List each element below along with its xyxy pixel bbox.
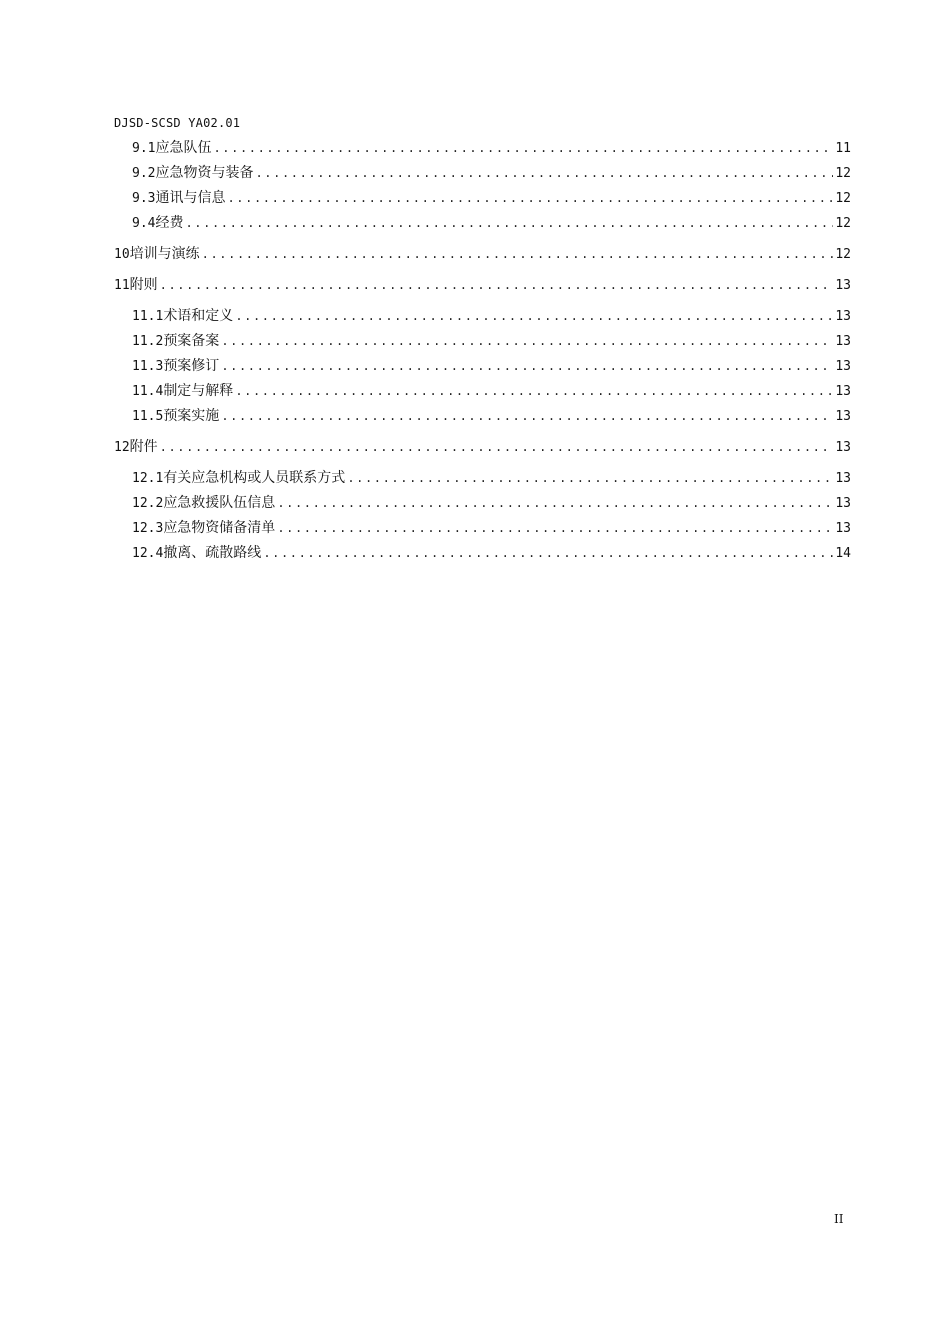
toc-entry-number: 12.1 [132, 471, 164, 486]
toc-entry-title: 应急救援队伍信息 [163, 495, 276, 511]
toc-entry-title: 有关应急机构或人员联系方式 [163, 470, 346, 486]
toc-entry[interactable] [114, 437, 851, 457]
toc-entry-page: 13 [835, 334, 851, 349]
toc-entry-number: 9.2 [132, 166, 156, 181]
toc-entry-number: 12.2 [132, 496, 164, 511]
toc-entry-number: 9.1 [132, 141, 156, 156]
toc-dot-leader [347, 468, 833, 488]
toc-dot-leader [160, 275, 833, 295]
toc-entry[interactable] [114, 275, 851, 295]
toc-entry-title: 预案修订 [163, 358, 220, 374]
toc-entry[interactable] [114, 381, 851, 401]
toc-entry-page: 13 [835, 409, 851, 424]
toc-entry[interactable] [114, 213, 851, 233]
toc-entry-number: 9.3 [132, 191, 156, 206]
toc-dot-leader [185, 213, 833, 233]
toc-entry-page: 12 [835, 216, 851, 231]
toc-entry-number: 12.3 [132, 521, 164, 536]
toc-entry-title: 应急物资与装备 [155, 165, 254, 181]
toc-dot-leader [277, 518, 833, 538]
toc-dot-leader [255, 163, 833, 183]
toc-entry[interactable] [114, 188, 851, 208]
toc-entry[interactable] [114, 518, 851, 538]
toc-entry[interactable] [114, 493, 851, 513]
toc-entry[interactable] [114, 468, 851, 488]
toc-entry-page: 13 [835, 440, 851, 455]
toc-entry-page: 13 [835, 309, 851, 324]
toc-entry[interactable] [114, 163, 851, 183]
toc-entry-page: 12 [835, 191, 851, 206]
toc-entry-page: 11 [835, 141, 851, 156]
toc-entry[interactable] [114, 244, 851, 264]
toc-entry-title: 附件 [129, 439, 158, 455]
toc-entry-title: 应急队伍 [155, 140, 212, 156]
toc-dot-leader [263, 543, 833, 563]
toc-entry-title: 附则 [129, 277, 158, 293]
toc-entry-title: 经费 [155, 215, 184, 231]
toc-entry-title: 撤离、疏散路线 [163, 545, 262, 561]
toc-dot-leader [221, 356, 833, 376]
toc-entry-number: 11 [114, 278, 130, 293]
toc-dot-leader [160, 437, 833, 457]
document-code: DJSD-SCSD YA02.01 [114, 116, 241, 130]
toc-entry-title: 制定与解释 [163, 383, 234, 399]
toc-entry-page: 13 [835, 359, 851, 374]
toc-dot-leader [213, 138, 833, 158]
toc-entry-number: 11.2 [132, 334, 164, 349]
toc-entry-number: 9.4 [132, 216, 156, 231]
toc-entry[interactable] [114, 138, 851, 158]
toc-dot-leader [221, 406, 833, 426]
toc-entry-number: 12.4 [132, 546, 164, 561]
toc-entry-page: 12 [835, 247, 851, 262]
toc-entry-title: 培训与演练 [129, 246, 200, 262]
toc-entry-page: 13 [835, 384, 851, 399]
toc-entry-number: 11.3 [132, 359, 164, 374]
toc-dot-leader [221, 331, 833, 351]
toc-entry-number: 11.1 [132, 309, 164, 324]
toc-entry-title: 预案实施 [163, 408, 220, 424]
toc-entry-number: 12 [114, 440, 130, 455]
toc-entry[interactable] [114, 406, 851, 426]
page-number: II [834, 1212, 844, 1226]
toc-entry-page: 13 [835, 471, 851, 486]
toc-entry-number: 11.5 [132, 409, 164, 424]
toc-dot-leader [235, 306, 833, 326]
toc-entry[interactable] [114, 543, 851, 563]
toc-dot-leader [227, 188, 833, 208]
toc-dot-leader [202, 244, 833, 264]
toc-dot-leader [277, 493, 833, 513]
toc-entry[interactable] [114, 356, 851, 376]
toc-entry-page: 12 [835, 166, 851, 181]
toc-entry-title: 预案备案 [163, 333, 220, 349]
toc-entry-page: 13 [835, 278, 851, 293]
toc-entry-page: 13 [835, 521, 851, 536]
toc-entry-title: 应急物资储备清单 [163, 520, 276, 536]
toc-entry-number: 11.4 [132, 384, 164, 399]
toc-entry-title: 通讯与信息 [155, 190, 226, 206]
toc-entry[interactable] [114, 331, 851, 351]
toc-entry-page: 13 [835, 496, 851, 511]
toc-entry-title: 术语和定义 [163, 308, 234, 324]
toc-entry[interactable] [114, 306, 851, 326]
toc-dot-leader [235, 381, 833, 401]
toc-entry-number: 10 [114, 247, 130, 262]
toc-entry-page: 14 [835, 546, 851, 561]
